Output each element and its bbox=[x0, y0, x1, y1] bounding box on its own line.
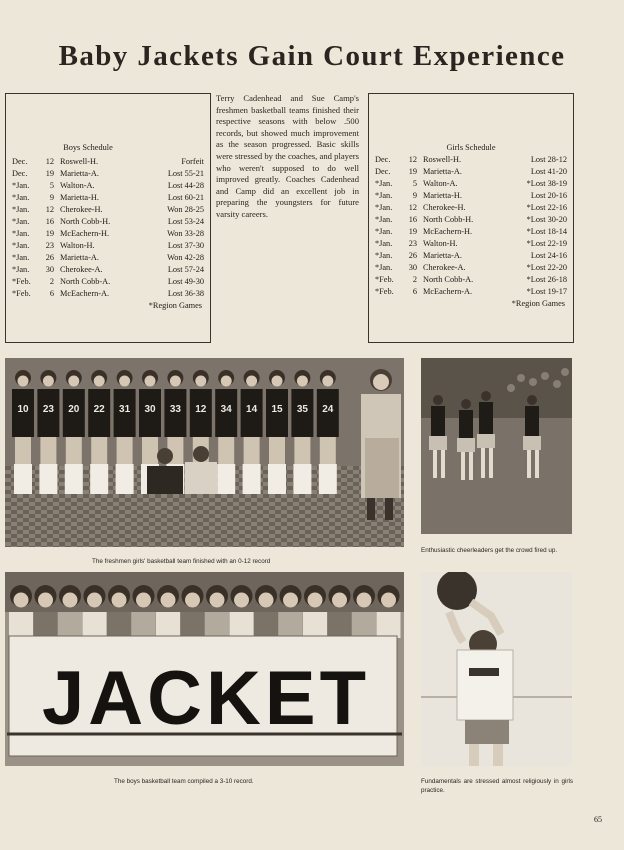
game-opponent: North Cobb-H. bbox=[60, 217, 111, 226]
game-result: Won 28-25 bbox=[167, 205, 204, 214]
game-day: 2 bbox=[412, 275, 417, 284]
boys-schedule-title: Boys Schedule bbox=[63, 143, 113, 152]
game-result: *Lost 26-18 bbox=[526, 275, 567, 284]
boys-schedule-footnote: *Region Games bbox=[148, 301, 202, 310]
game-day: 19 bbox=[45, 229, 54, 238]
game-result: *Lost 22-19 bbox=[526, 239, 567, 248]
jersey-number: 34 bbox=[220, 404, 232, 415]
girls-schedule-row bbox=[375, 226, 567, 238]
jersey-number: 23 bbox=[42, 404, 54, 415]
girls-schedule-row bbox=[375, 286, 567, 298]
girls-schedule-row bbox=[375, 154, 567, 166]
game-month: Dec. bbox=[12, 157, 28, 166]
game-result: Lost 41-20 bbox=[530, 167, 567, 176]
game-month: Dec. bbox=[375, 167, 391, 176]
game-result: Lost 36-38 bbox=[167, 289, 204, 298]
game-opponent: Cherokee-H. bbox=[423, 203, 466, 212]
game-day: 26 bbox=[408, 251, 417, 260]
game-day: 12 bbox=[45, 205, 54, 214]
boys-team-caption: The boys basketball team compiled a 3-10 record. bbox=[114, 778, 254, 785]
game-result: Lost 60-21 bbox=[167, 193, 204, 202]
girls-schedule-row bbox=[375, 202, 567, 214]
game-month: *Jan. bbox=[375, 179, 393, 188]
game-opponent: Walton-H. bbox=[60, 241, 95, 250]
girls-schedule-row bbox=[375, 262, 567, 274]
game-month: *Jan. bbox=[375, 251, 393, 260]
game-result: Lost 37-30 bbox=[167, 241, 204, 250]
game-day: 16 bbox=[45, 217, 54, 226]
game-month: *Feb. bbox=[12, 289, 31, 298]
game-opponent: Marietta-H. bbox=[423, 191, 462, 200]
jersey-number: 24 bbox=[322, 404, 334, 415]
game-opponent: Roswell-H. bbox=[423, 155, 462, 164]
game-result: Lost 24-16 bbox=[530, 251, 567, 260]
girls-schedule-row bbox=[375, 250, 567, 262]
game-month: Dec. bbox=[12, 169, 28, 178]
game-result: *Lost 22-16 bbox=[526, 203, 567, 212]
game-month: *Jan. bbox=[12, 181, 30, 190]
game-opponent: Marietta-A. bbox=[60, 253, 99, 262]
game-month: *Jan. bbox=[375, 191, 393, 200]
game-month: *Jan. bbox=[375, 239, 393, 248]
boys-schedule-rows bbox=[12, 156, 204, 300]
girls-schedule-row bbox=[375, 166, 567, 178]
game-month: *Jan. bbox=[12, 205, 30, 214]
jersey-number: 14 bbox=[246, 404, 258, 415]
girls-schedule-row bbox=[375, 214, 567, 226]
girls-schedule-row bbox=[375, 190, 567, 202]
game-month: *Feb. bbox=[375, 287, 394, 296]
game-result: Lost 57-24 bbox=[167, 265, 204, 274]
cheerleaders-photo bbox=[421, 358, 572, 534]
game-opponent: McEachern-A. bbox=[423, 287, 473, 296]
game-result: Won 33-28 bbox=[167, 229, 204, 238]
practice-caption: Fundamentals are stressed almost religiously in girls practice. bbox=[421, 778, 573, 794]
jersey-number: 30 bbox=[144, 404, 156, 415]
boys-schedule-row bbox=[12, 276, 204, 288]
girls-schedule-row bbox=[375, 238, 567, 250]
game-month: *Feb. bbox=[375, 275, 394, 284]
game-day: 23 bbox=[45, 241, 54, 250]
girls-schedule-row bbox=[375, 274, 567, 286]
game-day: 19 bbox=[408, 227, 417, 236]
game-day: 23 bbox=[408, 239, 417, 248]
game-result: *Lost 22-20 bbox=[526, 263, 567, 272]
game-day: 2 bbox=[49, 277, 54, 286]
game-opponent: North Cobb-A. bbox=[60, 277, 111, 286]
game-result: Lost 55-21 bbox=[167, 169, 204, 178]
game-day: 16 bbox=[408, 215, 417, 224]
cheerleaders-caption: Enthusiastic cheerleaders get the crowd fired up. bbox=[421, 547, 558, 554]
story-text: Terry Cadenhead and Sue Camp's freshmen basketball teams finished their respective seasons with below .500 records, but showed much improvement as the season progressed. Basic skills were stressed by the coaches, and players who weren't supposed to do well improved greatly. Coaches Cadenhead and Camp did an excellent job in preparing the youngsters for future varsity careers. bbox=[216, 93, 359, 219]
game-month: *Jan. bbox=[12, 217, 30, 226]
boys-team-photo bbox=[5, 572, 404, 766]
game-day: 6 bbox=[49, 289, 54, 298]
jersey-number: 33 bbox=[169, 404, 181, 415]
jersey-number: 31 bbox=[119, 404, 131, 415]
game-opponent: McEachern-H. bbox=[60, 229, 110, 238]
game-month: *Jan. bbox=[375, 215, 393, 224]
game-month: *Jan. bbox=[12, 265, 30, 274]
boys-schedule-row bbox=[12, 192, 204, 204]
game-month: *Jan. bbox=[12, 193, 30, 202]
game-result: *Lost 18-14 bbox=[526, 227, 567, 236]
game-day: 12 bbox=[408, 155, 417, 164]
girls-team-photo bbox=[5, 358, 404, 547]
girls-schedule-footnote: *Region Games bbox=[511, 299, 565, 308]
jersey-number: 12 bbox=[195, 404, 207, 415]
game-day: 5 bbox=[49, 181, 54, 190]
game-opponent: Marietta-A. bbox=[423, 251, 462, 260]
game-opponent: McEachern-A. bbox=[60, 289, 110, 298]
game-opponent: McEachern-H. bbox=[423, 227, 473, 236]
girls-team-caption: The freshmen girls' basketball team finished with an 0-12 record bbox=[92, 558, 271, 565]
game-month: *Jan. bbox=[375, 263, 393, 272]
jersey-number: 22 bbox=[93, 404, 105, 415]
game-opponent: Cherokee-H. bbox=[60, 205, 103, 214]
game-month: *Jan. bbox=[12, 253, 30, 262]
boys-schedule-row bbox=[12, 168, 204, 180]
jacket-banner-text: JACKET bbox=[41, 656, 371, 741]
game-month: *Jan. bbox=[375, 203, 393, 212]
game-opponent: Walton-H. bbox=[423, 239, 458, 248]
game-day: 30 bbox=[45, 265, 54, 274]
boys-schedule-row bbox=[12, 240, 204, 252]
girls-schedule-box bbox=[368, 93, 574, 343]
game-day: 26 bbox=[45, 253, 54, 262]
page-title: Baby Jackets Gain Court Experience bbox=[58, 40, 566, 72]
game-day: 9 bbox=[412, 191, 417, 200]
game-day: 19 bbox=[45, 169, 54, 178]
girls-schedule-row bbox=[375, 178, 567, 190]
game-opponent: Roswell-H. bbox=[60, 157, 99, 166]
game-opponent: Walton-A. bbox=[423, 179, 458, 188]
game-result: *Lost 38-19 bbox=[526, 179, 567, 188]
game-month: *Jan. bbox=[12, 229, 30, 238]
jersey-number: 10 bbox=[17, 404, 29, 415]
game-result: *Lost 19-17 bbox=[526, 287, 567, 296]
game-opponent: Cherokee-A. bbox=[423, 263, 466, 272]
game-day: 12 bbox=[408, 203, 417, 212]
boys-schedule-box bbox=[5, 93, 211, 343]
game-month: *Feb. bbox=[12, 277, 31, 286]
game-result: Won 42-28 bbox=[167, 253, 204, 262]
game-opponent: Marietta-A. bbox=[423, 167, 462, 176]
boys-schedule-row bbox=[12, 216, 204, 228]
page-number: 65 bbox=[594, 815, 602, 824]
game-opponent: Cherokee-A. bbox=[60, 265, 103, 274]
game-result: Forfeit bbox=[181, 157, 204, 166]
game-day: 30 bbox=[408, 263, 417, 272]
game-opponent: Marietta-A. bbox=[60, 169, 99, 178]
game-opponent: Walton-A. bbox=[60, 181, 95, 190]
game-result: *Lost 30-20 bbox=[526, 215, 567, 224]
jersey-number: 35 bbox=[296, 404, 308, 415]
game-result: Lost 53-24 bbox=[167, 217, 204, 226]
game-opponent: North Cobb-H. bbox=[423, 215, 474, 224]
game-month: *Jan. bbox=[375, 227, 393, 236]
boys-schedule-row bbox=[12, 204, 204, 216]
game-result: Lost 49-30 bbox=[167, 277, 204, 286]
boys-schedule-row bbox=[12, 264, 204, 276]
game-month: Dec. bbox=[375, 155, 391, 164]
boys-schedule-row bbox=[12, 252, 204, 264]
jersey-number: 20 bbox=[68, 404, 80, 415]
game-opponent: Marietta-H. bbox=[60, 193, 99, 202]
jersey-number: 15 bbox=[271, 404, 283, 415]
game-day: 12 bbox=[45, 157, 54, 166]
boys-schedule-row bbox=[12, 180, 204, 192]
game-result: Lost 20-16 bbox=[530, 191, 567, 200]
game-result: Lost 28-12 bbox=[530, 155, 567, 164]
boys-schedule-row bbox=[12, 156, 204, 168]
game-month: *Jan. bbox=[12, 241, 30, 250]
game-day: 6 bbox=[412, 287, 417, 296]
practice-photo bbox=[421, 572, 572, 766]
game-day: 5 bbox=[412, 179, 417, 188]
boys-schedule-row bbox=[12, 228, 204, 240]
game-result: Lost 44-28 bbox=[167, 181, 204, 190]
game-opponent: North Cobb-A. bbox=[423, 275, 474, 284]
girls-schedule-title: Girls Schedule bbox=[446, 143, 496, 152]
game-day: 19 bbox=[408, 167, 417, 176]
girls-schedule-rows bbox=[375, 154, 567, 298]
game-day: 9 bbox=[49, 193, 54, 202]
boys-schedule-row bbox=[12, 288, 204, 300]
